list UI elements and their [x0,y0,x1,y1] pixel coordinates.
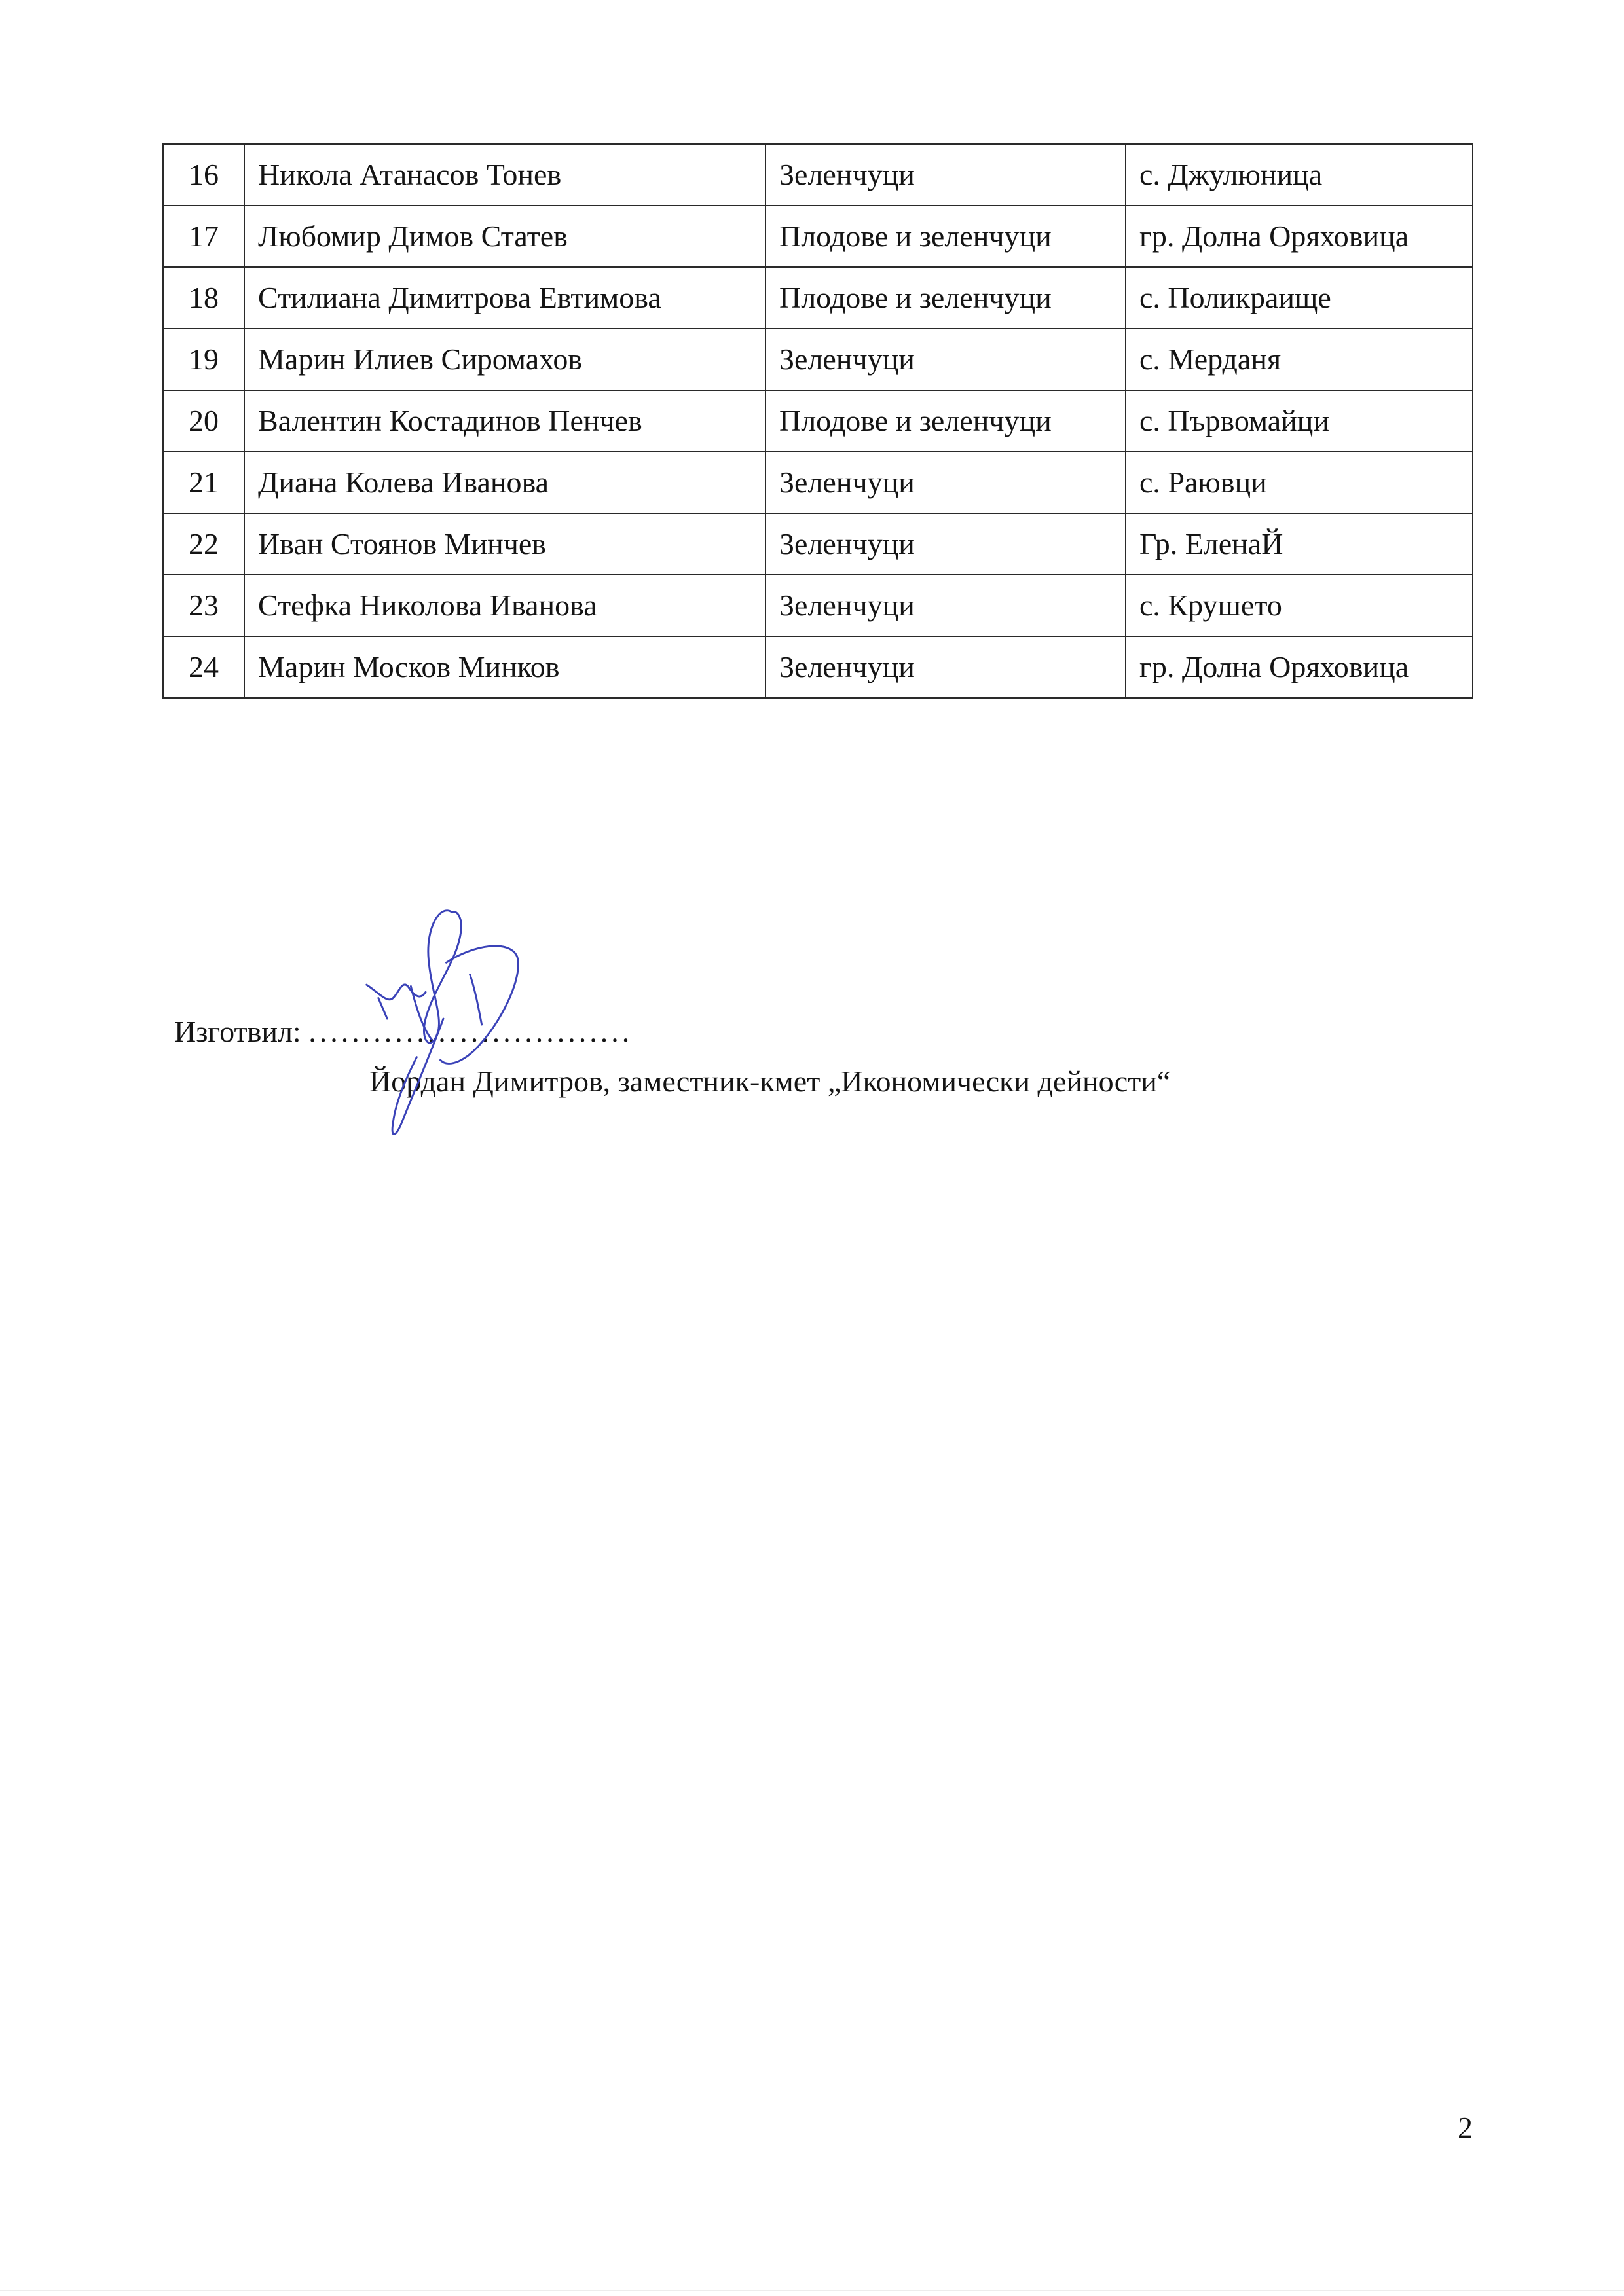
signature-dots: .............................. [308,1015,633,1048]
product-type: Плодове и зеленчуци [766,206,1126,267]
product-type: Плодове и зеленчуци [766,390,1126,452]
product-type: Плодове и зеленчуци [766,267,1126,329]
prepared-by-label: Изготвил: [174,1015,301,1048]
row-number: 16 [163,144,244,206]
row-number: 23 [163,575,244,636]
product-type: Зеленчуци [766,636,1126,698]
place: с. Раювци [1126,452,1473,513]
product-type: Зеленчуци [766,144,1126,206]
product-type: Зеленчуци [766,329,1126,390]
row-number: 17 [163,206,244,267]
producer-name: Никола Атанасов Тонев [244,144,766,206]
place: Гр. ЕленаЙ [1126,513,1473,575]
place: гр. Долна Оряховица [1126,636,1473,698]
place: с. Крушето [1126,575,1473,636]
producer-name: Диана Колева Иванова [244,452,766,513]
producer-name: Стилиана Димитрова Евтимова [244,267,766,329]
place: с. Джулюница [1126,144,1473,206]
product-type: Зеленчуци [766,575,1126,636]
handwritten-signature [340,886,547,1152]
producer-name: Стефка Николова Иванова [244,575,766,636]
table-row [163,206,1473,267]
table-row [163,267,1473,329]
table-row [163,636,1473,698]
row-number: 21 [163,452,244,513]
table-row [163,575,1473,636]
place: гр. Долна Оряховица [1126,206,1473,267]
row-number: 20 [163,390,244,452]
page-number: 2 [1458,2111,1473,2144]
producer-name: Марин Илиев Сиромахов [244,329,766,390]
product-type: Зеленчуци [766,513,1126,575]
producer-name: Валентин Костадинов Пенчев [244,390,766,452]
place: с. Поликраище [1126,267,1473,329]
scan-edge-line [0,2290,1624,2291]
place: с. Мерданя [1126,329,1473,390]
producer-name: Марин Москов Минков [244,636,766,698]
table-row [163,144,1473,206]
table-row [163,452,1473,513]
row-number: 19 [163,329,244,390]
table-row [163,329,1473,390]
place: с. Първомайци [1126,390,1473,452]
producer-name: Иван Стоянов Минчев [244,513,766,575]
table-row [163,513,1473,575]
producers-table [162,143,1473,699]
table-row [163,390,1473,452]
product-type: Зеленчуци [766,452,1126,513]
row-number: 22 [163,513,244,575]
row-number: 24 [163,636,244,698]
producer-name: Любомир Димов Статев [244,206,766,267]
row-number: 18 [163,267,244,329]
prepared-by-person: Йордан Димитров, заместник-кмет „Икономически дейности“ [369,1065,1171,1098]
